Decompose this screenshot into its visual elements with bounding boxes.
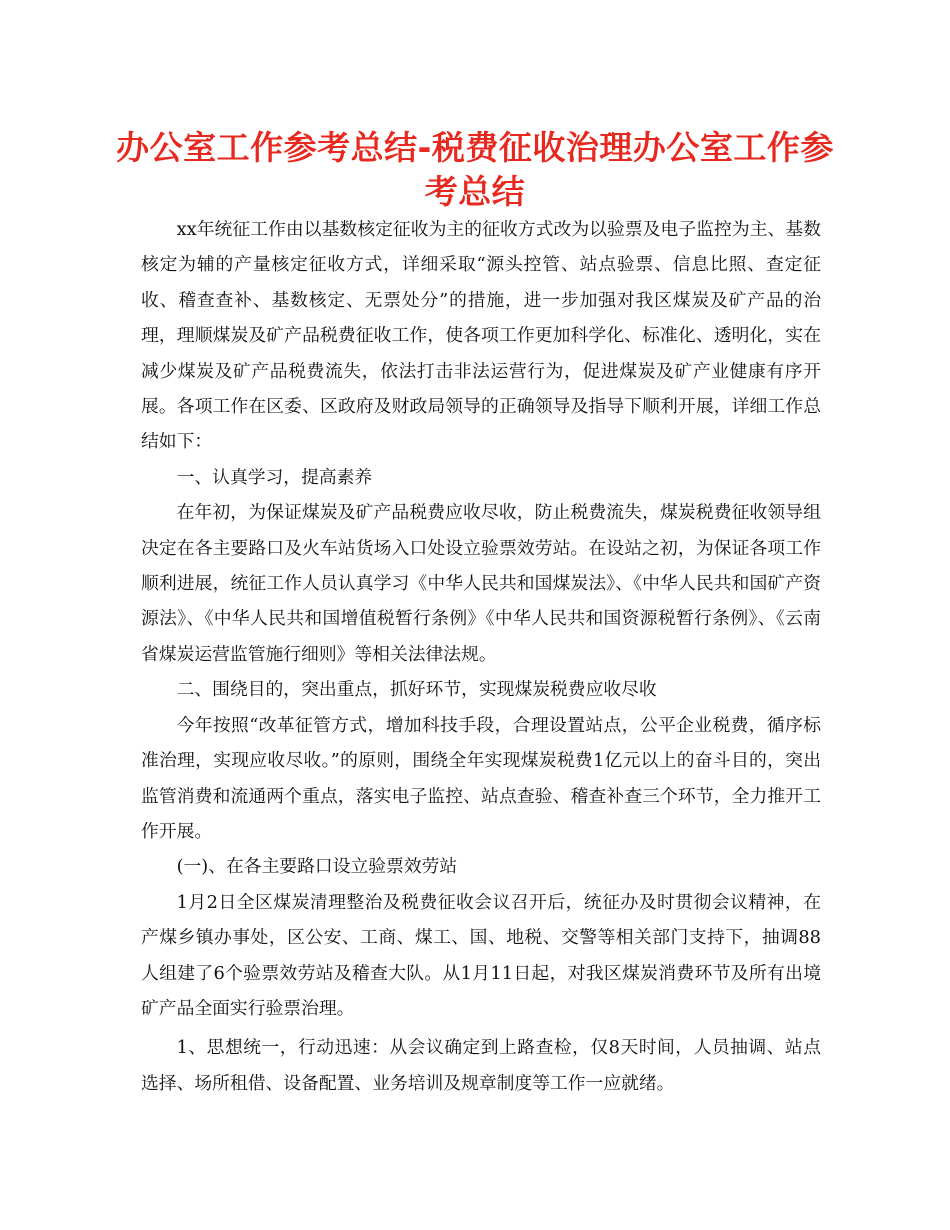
- paragraph-point-1: 1、思想统一，行动迅速：从会议确定到上路查检，仅8天时间，人员抽调、站点选择、场所租借、设备配置、业务培训及规章制度等工作一应就绪。: [141, 1037, 821, 1094]
- document-title-line-1: 办公室工作参考总结-税费征收治理办公室工作参: [116, 128, 834, 167]
- paragraph-goals: 今年按照“改革征管方式，增加科技手段，合理设置站点，公平企业税费，循序标准治理，实现应收尽收。”的原则，围绕全年实现煤炭税费1亿元以上的奋斗目的，突出监管消费和流通两个重点，落实电子监控、站点查验、稽查补查三个环节，全力推开工作开展。: [141, 714, 821, 842]
- paragraph-intro: xx年统征工作由以基数核定征收为主的征收方式改为以验票及电子监控为主、基数核定为辅的产量核定征收方式，详细采取“源头控管、站点验票、信息比照、查定征收、稽查查补、基数核定、无票处分”的措施，进一步加强对我区煤炭及矿产品的治理，理顺煤炭及矿产品税费征收工作，使各项工作更加科学化、标准化、透明化，实在减少煤炭及矿产品税费流失，依法打击非法运营行为，促进煤炭及矿产业健康有序开展。各项工作在区委、区政府及财政局领导的正确领导及指导下顺利开展，详细工作总结如下：: [141, 219, 821, 453]
- document-title-line-2: 考总结: [424, 172, 526, 211]
- section-heading-2: 二、围绕目的，突出重点，抓好环节，实现煤炭税费应收尽收: [176, 679, 657, 701]
- paragraph-stations: 1月2日全区煤炭清理整治及税费征收会议召开后，统征办及时贯彻会议精神，在产煤乡镇办事处，区公安、工商、煤工、国、地税、交警等相关部门支持下，抽调88人组建了6个验票效劳站及稽查大队。从1月11日起，对我区煤炭消费环节及所有出境矿产品全面实行验票治理。: [141, 891, 821, 1019]
- document-body: [141, 212, 821, 1101]
- subsection-heading-1: (一)、在各主要路口设立验票效劳站: [176, 856, 458, 878]
- paragraph-study: 在年初，为保证煤炭及矿产品税费应收尽收，防止税费流失，煤炭税费征收领导组决定在各主要路口及火车站货场入口处设立验票效劳站。在设站之初，为保证各项工作顺利进展，统征工作人员认真学习《中华人民共和国煤炭法》、《中华人民共和国矿产资源法》、《中华人民共和国增值税暂行条例》《中华人民共和国资源税暂行条例》、《云南省煤炭运营监管施行细则》等相关法律法规。: [141, 502, 821, 665]
- section-heading-1: 一、认真学习，提高素养: [176, 466, 373, 488]
